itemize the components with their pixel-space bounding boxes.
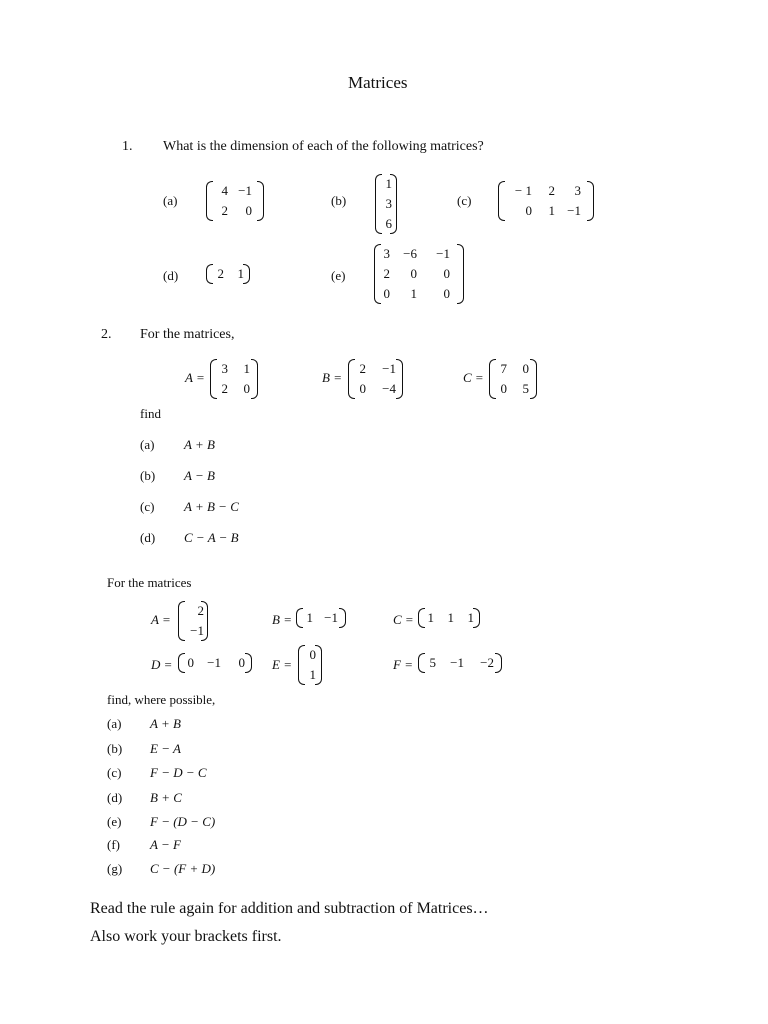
matrix-entry: −6 <box>403 246 417 261</box>
matrix-entry: −1 <box>567 203 581 218</box>
q3-matrix-f-name: F = <box>393 657 413 672</box>
q1-matrix-b <box>375 174 397 234</box>
q1-number: 1. <box>122 139 133 154</box>
q3-part-d-expr: B + C <box>150 790 182 805</box>
q3-find: find, where possible, <box>107 692 216 707</box>
matrix-entry: −1 <box>207 655 221 670</box>
q2-part-c-expr: A + B − C <box>184 499 239 514</box>
q1-label-e: (e) <box>331 268 346 283</box>
matrix-row <box>206 264 250 284</box>
q3-part-b-expr: E − A <box>150 741 181 756</box>
matrix-entry: 2 <box>221 381 228 396</box>
matrix-entry: 1 <box>548 203 555 218</box>
q1-label-b: (b) <box>331 193 347 208</box>
q2-part-a-label: (a) <box>140 437 155 452</box>
q3-matrix-e-name: E = <box>272 657 292 672</box>
matrix-entry: 1 <box>427 610 434 625</box>
matrix-row <box>375 194 397 214</box>
matrix-entry: 3 <box>574 183 581 198</box>
matrix-row <box>374 244 464 264</box>
matrix-row <box>178 621 208 641</box>
q1-matrix-e <box>374 244 464 304</box>
matrix-row <box>375 174 397 194</box>
q3-matrix-b-name: B = <box>272 612 292 627</box>
matrix-row <box>374 264 464 284</box>
matrix-row <box>296 608 346 628</box>
matrix-entry: −1 <box>450 655 464 670</box>
matrix-entry: −1 <box>190 623 204 638</box>
q2-matrix-c-name: C = <box>463 370 484 385</box>
note-line-2: Also work your brackets first. <box>90 928 282 945</box>
q3-text: For the matrices <box>107 575 192 590</box>
q1-label-d: (d) <box>163 268 179 283</box>
matrix-entry: 3 <box>383 246 390 261</box>
q3-matrix-a-name: A = <box>151 612 171 627</box>
matrix-row <box>348 359 403 379</box>
matrix-entry: 2 <box>548 183 555 198</box>
q2-part-c-label: (c) <box>140 499 155 514</box>
q3-part-g-label: (g) <box>107 861 123 876</box>
matrix-row <box>375 214 397 234</box>
q2-text: For the matrices, <box>140 327 235 342</box>
matrix-row <box>348 379 403 399</box>
page-title: Matrices <box>348 73 408 92</box>
q2-matrix-a-name: A = <box>185 370 205 385</box>
q3-part-f-label: (f) <box>107 837 120 852</box>
q3-part-e-label: (e) <box>107 814 122 829</box>
q3-matrix-f <box>418 653 502 673</box>
q3-part-g-expr: C − (F + D) <box>150 861 216 876</box>
matrix-row <box>298 665 322 685</box>
matrix-entry: − 1 <box>514 183 532 198</box>
q2-part-d-expr: C − A − B <box>184 530 239 545</box>
q2-part-b-label: (b) <box>140 468 156 483</box>
note-line-1: Read the rule again for addition and subtraction of Matrices… <box>90 900 489 917</box>
q3-part-a-expr: A + B <box>150 716 181 731</box>
matrix-row <box>498 201 594 221</box>
q2-matrix-b <box>348 359 403 399</box>
matrix-entry: 0 <box>243 381 250 396</box>
matrix-entry: 0 <box>383 286 390 301</box>
q3-part-b-label: (b) <box>107 741 123 756</box>
matrix-entry: 1 <box>243 361 250 376</box>
matrix-entry: 3 <box>221 361 228 376</box>
matrix-entry: −1 <box>382 361 396 376</box>
matrix-row <box>210 359 258 379</box>
matrix-entry: 0 <box>500 381 507 396</box>
q3-part-f-expr: A − F <box>150 837 181 852</box>
q2-number: 2. <box>101 327 112 342</box>
matrix-entry: 0 <box>522 361 529 376</box>
matrix-entry: −1 <box>238 183 252 198</box>
q1-matrix-a <box>206 181 264 221</box>
q2-matrix-b-name: B = <box>322 370 342 385</box>
matrix-row <box>178 601 208 621</box>
matrix-entry: −1 <box>324 610 338 625</box>
q2-matrix-c <box>489 359 537 399</box>
matrix-entry: 0 <box>443 266 450 281</box>
matrix-entry: 0 <box>410 266 417 281</box>
matrix-entry: 0 <box>309 647 316 662</box>
matrix-row <box>298 645 322 665</box>
q1-matrix-c <box>498 181 594 221</box>
matrix-entry: 0 <box>245 203 252 218</box>
matrix-entry: 1 <box>306 610 313 625</box>
matrix-row <box>206 201 264 221</box>
matrix-row <box>489 359 537 379</box>
matrix-entry: 1 <box>410 286 417 301</box>
q2-part-b-expr: A − B <box>184 468 215 483</box>
matrix-entry: 2 <box>359 361 366 376</box>
matrix-entry: 5 <box>429 655 436 670</box>
matrix-row <box>418 608 480 628</box>
matrix-entry: 4 <box>221 183 228 198</box>
matrix-row <box>206 181 264 201</box>
matrix-row <box>210 379 258 399</box>
matrix-entry: −1 <box>436 246 450 261</box>
q1-matrix-d <box>206 264 250 284</box>
matrix-entry: 1 <box>447 610 454 625</box>
q2-part-a-expr: A + B <box>184 437 215 452</box>
matrix-entry: 0 <box>238 655 245 670</box>
matrix-row <box>418 653 502 673</box>
matrix-entry: 0 <box>359 381 366 396</box>
matrix-row <box>374 284 464 304</box>
matrix-entry: 3 <box>385 196 392 211</box>
q3-matrix-d-name: D = <box>151 657 173 672</box>
matrix-entry: 1 <box>309 667 316 682</box>
q1-label-a: (a) <box>163 193 178 208</box>
q3-matrix-b <box>296 608 346 628</box>
matrix-entry: 0 <box>525 203 532 218</box>
matrix-entry: 2 <box>383 266 390 281</box>
matrix-entry: −2 <box>480 655 494 670</box>
q2-matrix-a <box>210 359 258 399</box>
q3-part-c-expr: F − D − C <box>150 765 207 780</box>
q3-matrix-a <box>178 601 208 641</box>
matrix-entry: 2 <box>217 266 224 281</box>
matrix-entry: 6 <box>385 216 392 231</box>
matrix-entry: 0 <box>187 655 194 670</box>
matrix-row <box>489 379 537 399</box>
matrix-entry: 2 <box>221 203 228 218</box>
matrix-entry: 1 <box>237 266 244 281</box>
matrix-entry: 0 <box>443 286 450 301</box>
matrix-entry: 2 <box>197 603 204 618</box>
q3-part-e-expr: F − (D − C) <box>150 814 216 829</box>
q3-part-a-label: (a) <box>107 716 122 731</box>
q3-matrix-d <box>178 653 252 673</box>
matrix-row <box>178 653 252 673</box>
matrix-entry: 1 <box>467 610 474 625</box>
matrix-entry: 5 <box>522 381 529 396</box>
matrix-entry: 1 <box>385 176 392 191</box>
matrix-entry: −4 <box>382 381 396 396</box>
q2-find: find <box>140 406 161 421</box>
q2-part-d-label: (d) <box>140 530 156 545</box>
matrix-row <box>498 181 594 201</box>
q3-matrix-e <box>298 645 322 685</box>
q3-part-c-label: (c) <box>107 765 122 780</box>
q1-label-c: (c) <box>457 193 472 208</box>
q3-matrix-c <box>418 608 480 628</box>
q3-matrix-c-name: C = <box>393 612 414 627</box>
q1-text: What is the dimension of each of the following matrices? <box>163 139 484 154</box>
q3-part-d-label: (d) <box>107 790 123 805</box>
matrix-entry: 7 <box>500 361 507 376</box>
